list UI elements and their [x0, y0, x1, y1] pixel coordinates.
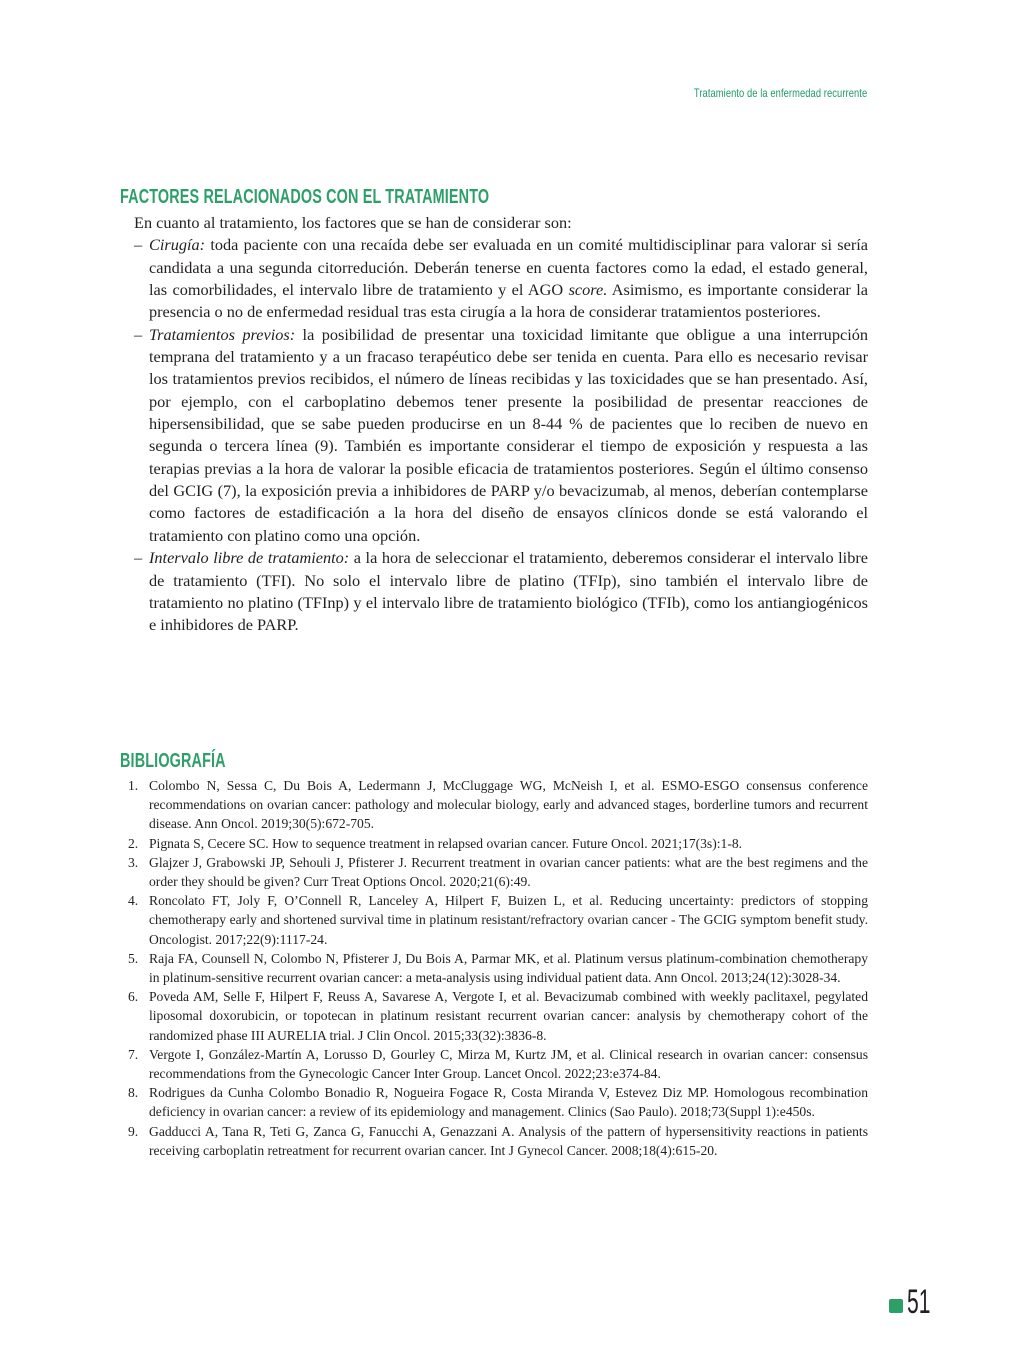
reference-text: Rodrigues da Cunha Colombo Bonadio R, Nogueira Fogace R, Costa Miranda V, Estevez Diz MP. Homologous recombination deficiency in ovarian cancer: a review of its epidemiology and management. Clinics (Sao Paulo). 2018;73(Suppl 1):e450s. [149, 1085, 868, 1120]
reference-number: 8. [128, 1085, 139, 1101]
dash-bullet: – [134, 324, 143, 344]
item-italic-term: score. [568, 280, 608, 300]
reference-number: 2. [128, 835, 139, 851]
page-number: 51 [907, 1283, 931, 1321]
reference-text: Roncolato FT, Joly F, O’Connell R, Lanceley A, Hilpert F, Buizen L, et al. Reducing uncertainty: predictors of stopping chemotherapy early and shortened survival time in platinum resistant/refractory ovarian cancer - The GCIG symptom benefit study. Oncologist. 2017;22(9):1117-24. [149, 893, 868, 947]
reference-item [124, 853, 868, 891]
reference-text: Raja FA, Counsell N, Colombo N, Pfisterer J, Du Bois A, Parmar MK, et al. Platinum versus platinum-combination chemotherapy in platinum-sensitive recurrent ovarian cancer: a meta-analysis using individual patient data. Ann Oncol. 2013;24(12):3028-34. [149, 950, 868, 986]
reference-number: 9. [128, 1123, 139, 1139]
list-item-tratamientos-previos [134, 324, 868, 547]
reference-text: Pignata S, Cecere SC. How to sequence treatment in relapsed ovarian cancer. Future Oncol. 2021;17(3s):1-8. [149, 835, 743, 851]
reference-item [124, 834, 868, 853]
treatment-factors-body [134, 212, 868, 637]
item-text: a la hora de seleccionar el tratamiento, deberemos considerar el intervalo libre de tratamiento (TFI). No solo el intervalo libre de platino (TFIp), sino también el intervalo libre de tratamiento no platino (TFInp) y el intervalo libre de tratamiento biológico (TFIb), como los antiangiogénicos e inhibidores de PARP. [149, 548, 868, 635]
reference-item [124, 1083, 868, 1121]
reference-item [124, 1122, 868, 1160]
reference-number: 3. [128, 854, 139, 870]
dash-bullet: – [134, 235, 143, 255]
list-item-cirugia [134, 234, 868, 323]
section-title-bibliografia: BIBLIOGRAFÍA [120, 749, 226, 772]
reference-item [124, 987, 868, 1045]
reference-number: 6. [128, 989, 139, 1005]
reference-text: Colombo N, Sessa C, Du Bois A, Ledermann J, McCluggage WG, McNeish I, et al. ESMO-ESGO consensus conference recommendations on ovarian cancer: pathology and molecular biology, early and advanced stages, borderline tumors and recurrent disease. Ann Oncol. 2019;30(5):672-705. [149, 778, 868, 832]
item-text-continued: Asimismo, es importante considerar la presencia o no de enfermedad residual tras esta cirugía a la hora de considerar tratamientos posteriores. [149, 280, 868, 322]
reference-number: 7. [128, 1046, 139, 1062]
reference-text: Glajzer J, Grabowski JP, Sehouli J, Pfisterer J. Recurrent treatment in ovarian cancer patients: what are the best regimens and the order they should be given? Curr Treat Options Oncol. 2020;21(6):49. [149, 854, 868, 890]
reference-item [124, 1045, 868, 1083]
reference-text: Gadducci A, Tana R, Teti G, Zanca G, Fanucchi A, Genazzani A. Analysis of the pattern of hypersensitivity reactions in patients receiving carboplatin retreatment for recurrent ovarian cancer. Int J Gynecol Cancer. 2008;18(4):615-20. [149, 1123, 868, 1158]
reference-number: 1. [128, 778, 139, 793]
intro-paragraph: En cuanto al tratamiento, los factores que se han de considerar son: [134, 213, 572, 232]
reference-text: Poveda AM, Selle F, Hilpert F, Reuss A, Savarese A, Vergote I, et al. Bevacizumab combined with weekly paclitaxel, pegylated liposomal doxorubicin, or topotecan in platinum resistant recurrent ovarian cancer: analysis by chemotherapy cohort of the randomized phase III AURELIA trial. J Clin Oncol. 2015;33(32):3836-8. [149, 989, 868, 1043]
reference-list [124, 776, 868, 1160]
item-text: la posibilidad de presentar una toxicidad limitante que obligue a una interrupción temprana del tratamiento y a un fracaso terapéutico debe ser tenida en cuenta. Para ello es necesario revisar los tratamientos previos recibidos, el número de líneas recibidas y las toxicidades que se han presentado. Así, por ejemplo, con el carboplatino debemos tener presente la posibilidad de presentar reacciones de hipersensibilidad, que se sabe pueden producirse en un 8-44 % de pacientes que lo reciben de nuevo en segunda o tercera línea (9). También es importante considerar el tiempo de exposición y respuesta a las terapias previas a la hora de valorar la posible eficacia de tratamientos posteriores. Según el último consenso del GCIG (7), la exposición previa a inhibidores de PARP y/o bevacizumab, al menos, deberían contemplarse como factores de estadificación a la hora del diseño de ensayos clínicos donde se está valorando el tratamiento con platino como una opción. [149, 324, 868, 545]
item-term: Cirugía: [149, 235, 206, 255]
reference-item [124, 891, 868, 949]
reference-text: Vergote I, González-Martín A, Lorusso D, Gourley C, Mirza M, Kurtz JM, et al. Clinical research in ovarian cancer: consensus recommendations from the Gynecologic Cancer Inter Group. Lancet Oncol. 2022;23:e374-84. [149, 1046, 868, 1082]
reference-item [124, 949, 868, 987]
reference-number: 5. [128, 950, 139, 966]
running-header: Tratamiento de la enfermedad recurrente [693, 86, 867, 100]
section-title-treatment-factors: FACTORES RELACIONADOS CON EL TRATAMIENTO [120, 185, 490, 208]
reference-item [124, 776, 868, 834]
page-marker-square [889, 1299, 903, 1313]
item-text: toda paciente con una recaída debe ser evaluada en un comité multidisciplinar para valorar si sería candidata a una segunda citorredución. Deberán tenerse en cuenta factores como la edad, el estado general, las comorbilidades, el intervalo libre de tratamiento y el AGO [149, 235, 868, 300]
dash-bullet: – [134, 548, 143, 568]
item-term: Intervalo libre de tratamiento: [149, 548, 350, 568]
reference-number: 4. [128, 893, 139, 909]
list-item-intervalo-libre [134, 547, 868, 636]
item-term: Tratamientos previos: [149, 324, 296, 344]
